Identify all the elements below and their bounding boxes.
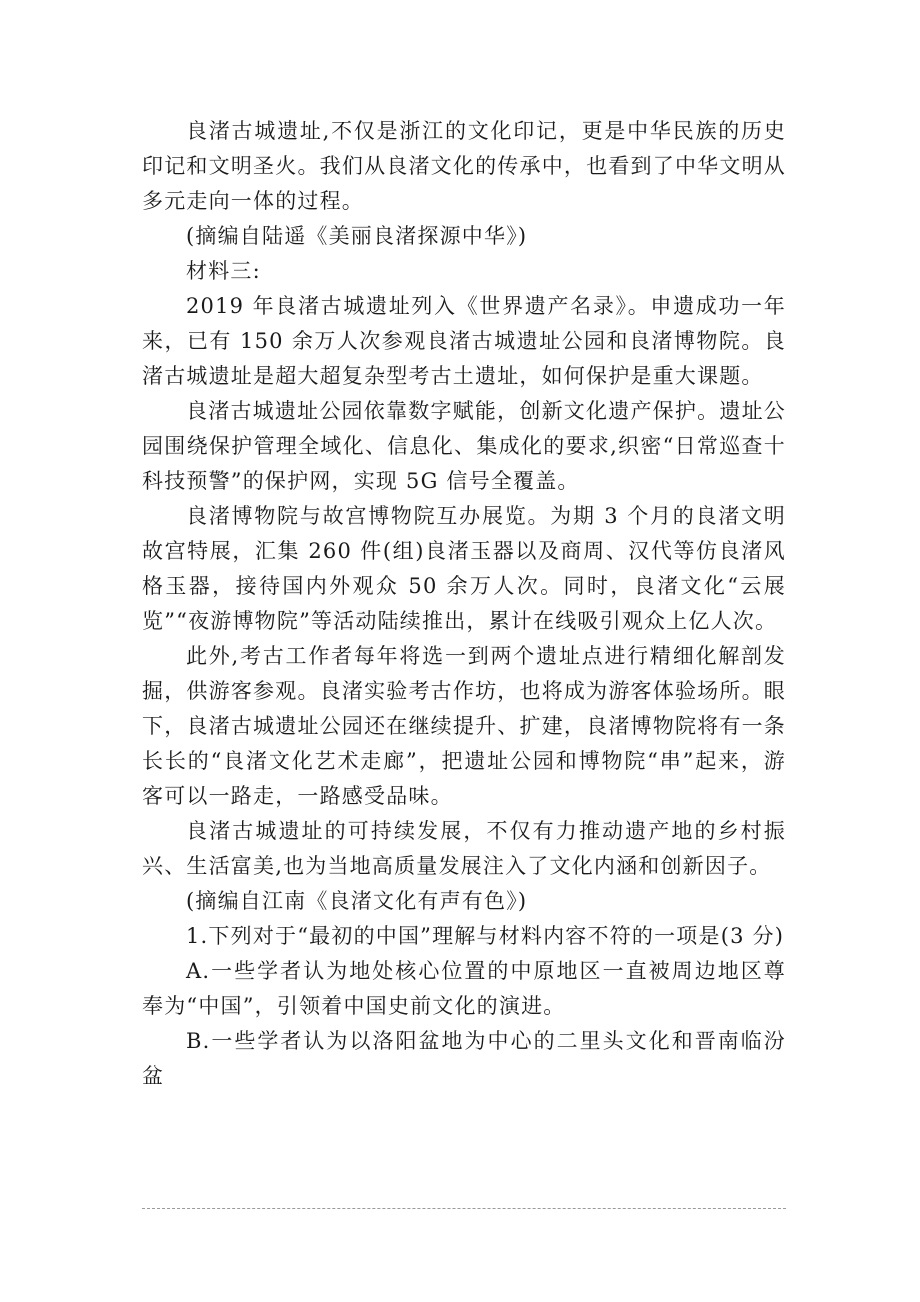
citation-jiangnan: (摘编自江南《良渚文化有声有色》)	[186, 889, 528, 913]
document-body	[142, 114, 786, 1094]
paragraph-digital-protection: 良渚古城遗址公园依靠数字赋能，创新文化遗产保护。遗址公园围绕保护管理全域化、信息化、集成化的要求,织密“日常巡查十科技预警”的保护网，实现 5G 信号全覆盖。	[142, 399, 786, 493]
citation-luyao: (摘编自陆遥《美丽良渚探源中华》)	[186, 224, 528, 248]
question-one: 1.下列对于“最初的中国”理解与材料内容不符的一项是(3 分)	[186, 924, 785, 948]
paragraph-museum-exhibition: 良渚博物院与故宫博物院互办展览。为期 3 个月的良渚文明故宫特展，汇集 260 件(组)良渚玉器以及商周、汉代等仿良渚风格玉器，接待国内外观众 50 余万人次。同时，良渚文化“云展览”“夜游博物院”等活动陆续推出，累计在线吸引观众上亿人次。	[142, 504, 786, 633]
paragraph-liangzhu-imprint: 良渚古城遗址,不仅是浙江的文化印记，更是中华民族的历史印记和文明圣火。我们从良渚文化的传承中，也看到了中华文明从多元走向一体的过程。	[142, 119, 786, 213]
paragraph-sustainable-development: 良渚古城遗址的可持续发展，不仅有力推动遗产地的乡村振兴、生活富美,也为当地高质量发展注入了文化内涵和创新因子。	[142, 819, 786, 878]
paragraph-archaeology-excavation: 此外,考古工作者每年将选一到两个遗址点进行精细化解剖发掘，供游客参观。良渚实验考古作坊，也将成为游客体验场所。眼下，良渚古城遗址公园还在继续提升、扩建，良渚博物院将有一条长长的“良渚文化艺术走廊”，把遗址公园和博物院“串”起来，游客可以一路走，一路感受品味。	[142, 644, 786, 808]
footer-divider	[142, 1208, 786, 1209]
option-b: B.一些学者认为以洛阳盆地为中心的二里头文化和晋南临汾盆	[142, 1029, 786, 1088]
option-a: A.一些学者认为地处核心位置的中原地区一直被周边地区尊奉为“中国”，引领着中国史前文化的演进。	[142, 959, 786, 1018]
paragraph-world-heritage: 2019 年良渚古城遗址列入《世界遗产名录》。申遗成功一年来，已有 150 余万人次参观良渚古城遗址公园和良渚博物院。良渚古城遗址是超大超复杂型考古土遗址，如何保护是重大课题。	[142, 294, 786, 388]
section-heading-material-three: 材料三:	[186, 259, 261, 283]
